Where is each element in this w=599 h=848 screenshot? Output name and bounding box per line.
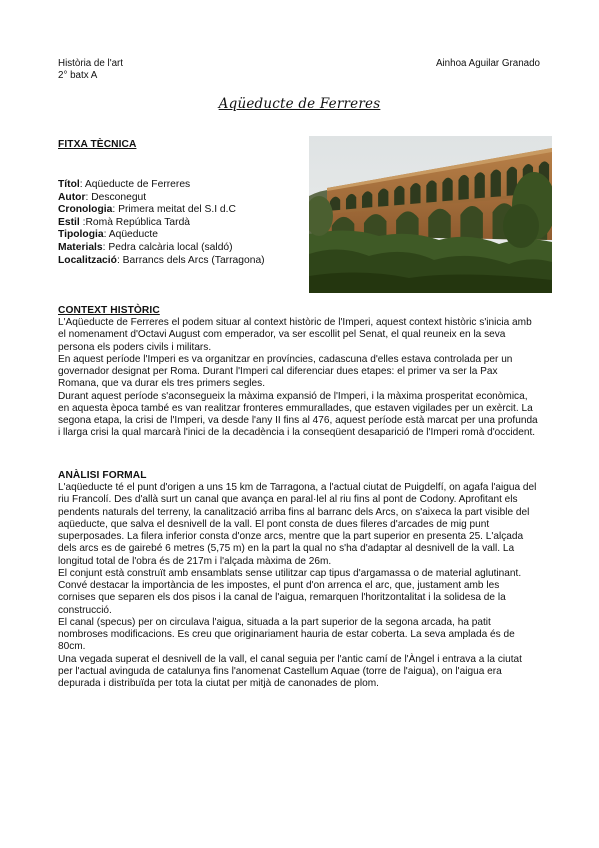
lower-arch	[460, 206, 483, 239]
context-paragraph: En aquest període l'Imperi es va organitzar en províncies, cadascuna d'elles estava controlada per un governador designat per Roma. Durant l'Imperi cal diferenciar dues etapes: el primer va ser la Pax Romana, que va durar els tres primers segles.	[58, 353, 513, 390]
context-heading: CONTEXT HISTÒRIC	[58, 305, 160, 316]
upper-arch	[410, 183, 420, 204]
context-body	[58, 317, 538, 440]
header-subject: Història de l'art	[58, 58, 124, 69]
formal-paragraph: Una vegada superat el desnivell de la vall, el canal seguia per l'antic camí de l'Àngel i entrava a la ciutat per l'actual avinguda de catalunya fins l'anomenat Castellum Aquae (torre de l'aigua), on l'aigua era depurada i distribuïda per tota la ciutat per mitjà de canonades de plom.	[58, 653, 522, 689]
fitxa-list	[58, 179, 265, 267]
fitxa-row-title: Títol: Aqüeducte de Ferreres	[58, 179, 191, 190]
fitxa-row-style: Estil :Romà República Tardà	[58, 216, 191, 228]
context-paragraph: L'Aqüeducte de Ferreres el podem situar al context històric de l'Imperi, aquest context històric s'inicia amb el nomenament d'Octavi August com emperador, va ser escollit pel Senat, el qual reuneix en la seva persona els poders civils i militars.	[58, 317, 532, 353]
formal-paragraph: El canal (specus) per on circulava l'aigua, situada a la part superior de la segona arcada, ha patit nombroses modificacions. Es creu que originariament hauria de estar coberta. La seva amplada és de 80cm.	[58, 616, 515, 653]
aqueduct-photo	[309, 136, 552, 293]
formal-paragraph: L'aqüeducte té el punt d'origen a uns 15 km de Tarragona, a l'actual ciutat de Puigdelfí, on agafa l'aigua del riu Francolí. Des d'allà surt un canal que avança en paral·lel al riu fins al pont de Codony. Aprofitant els pendents naturals del terreny, la canalització arriba fins al barranc dels Arcs, on s'aixeca la part visible del aqüeducte, que salva el desnivell de la vall. El pont consta de dues fileres d'arcades de mig punt superposades. La filera inferior consta d'onze arcs, mentre que la part superior en presenta 25. L'alçada dels arcs es de gairebé 6 metres (5,75 m) en la part la qual no s'ha d'adaptar al desnivell de la vall. La longitud total de l'obra és de 217m i l'alçada màxima de 26m.	[58, 482, 537, 567]
header-class: 2° batx A	[58, 70, 98, 81]
upper-arch	[426, 180, 436, 202]
upper-arch	[458, 175, 468, 200]
upper-arch	[442, 178, 452, 202]
header-author: Ainhoa Aguilar Granado	[435, 58, 540, 69]
formal-body	[58, 482, 538, 690]
formal-paragraph: El conjunt està construït amb ensamblats sense utilitzar cap tipus d'argamassa o de material aglutinant. Convé destacar la importància de les impostes, el punt d'on arrenca el arc, que, justament amb les cornises que separen els dos pisos i la canal de l'aigua, remarquen l'horitzontalitat i la solidesa de la construcció.	[58, 567, 522, 616]
fitxa-heading: FITXA TÈCNICA	[58, 139, 137, 150]
upper-arch	[491, 169, 501, 197]
context-paragraph: Durant aquest període s'aconsegueix la màxima expansió de l'Imperi, i la màxima prosperitat econòmica, en aquesta època també es van realitzar fronteres emmurallades, que estaven vigilades per un exèrcit. La segona etapa, la crisi de l'Imperi, va desde l'any II fins al 476, aquest període està marcat per una profunda i llarga crisi la qual marcarà l'inici de la decadència i la conseqüent desaparició de l'Imperi romà d'occident.	[58, 390, 538, 439]
fitxa-row-location: Localització: Barrancs dels Arcs (Tarragona)	[58, 254, 265, 266]
fitxa-row-typology: Tipologia: Aqüeducte	[58, 229, 158, 241]
fitxa-row-materials: Materials: Pedra calcària local (saldó)	[58, 241, 233, 253]
fitxa-row-chronology: Cronologia: Primera meitat del S.I d.C	[58, 204, 236, 216]
fitxa-row-author: Autor: Desconegut	[58, 191, 147, 203]
document-title: Aqüeducte de Ferreres	[218, 96, 381, 112]
upper-arch	[378, 188, 388, 206]
formal-heading: ANÀLISI FORMAL	[58, 470, 147, 481]
upper-arch	[394, 186, 404, 206]
upper-arch	[475, 172, 485, 198]
